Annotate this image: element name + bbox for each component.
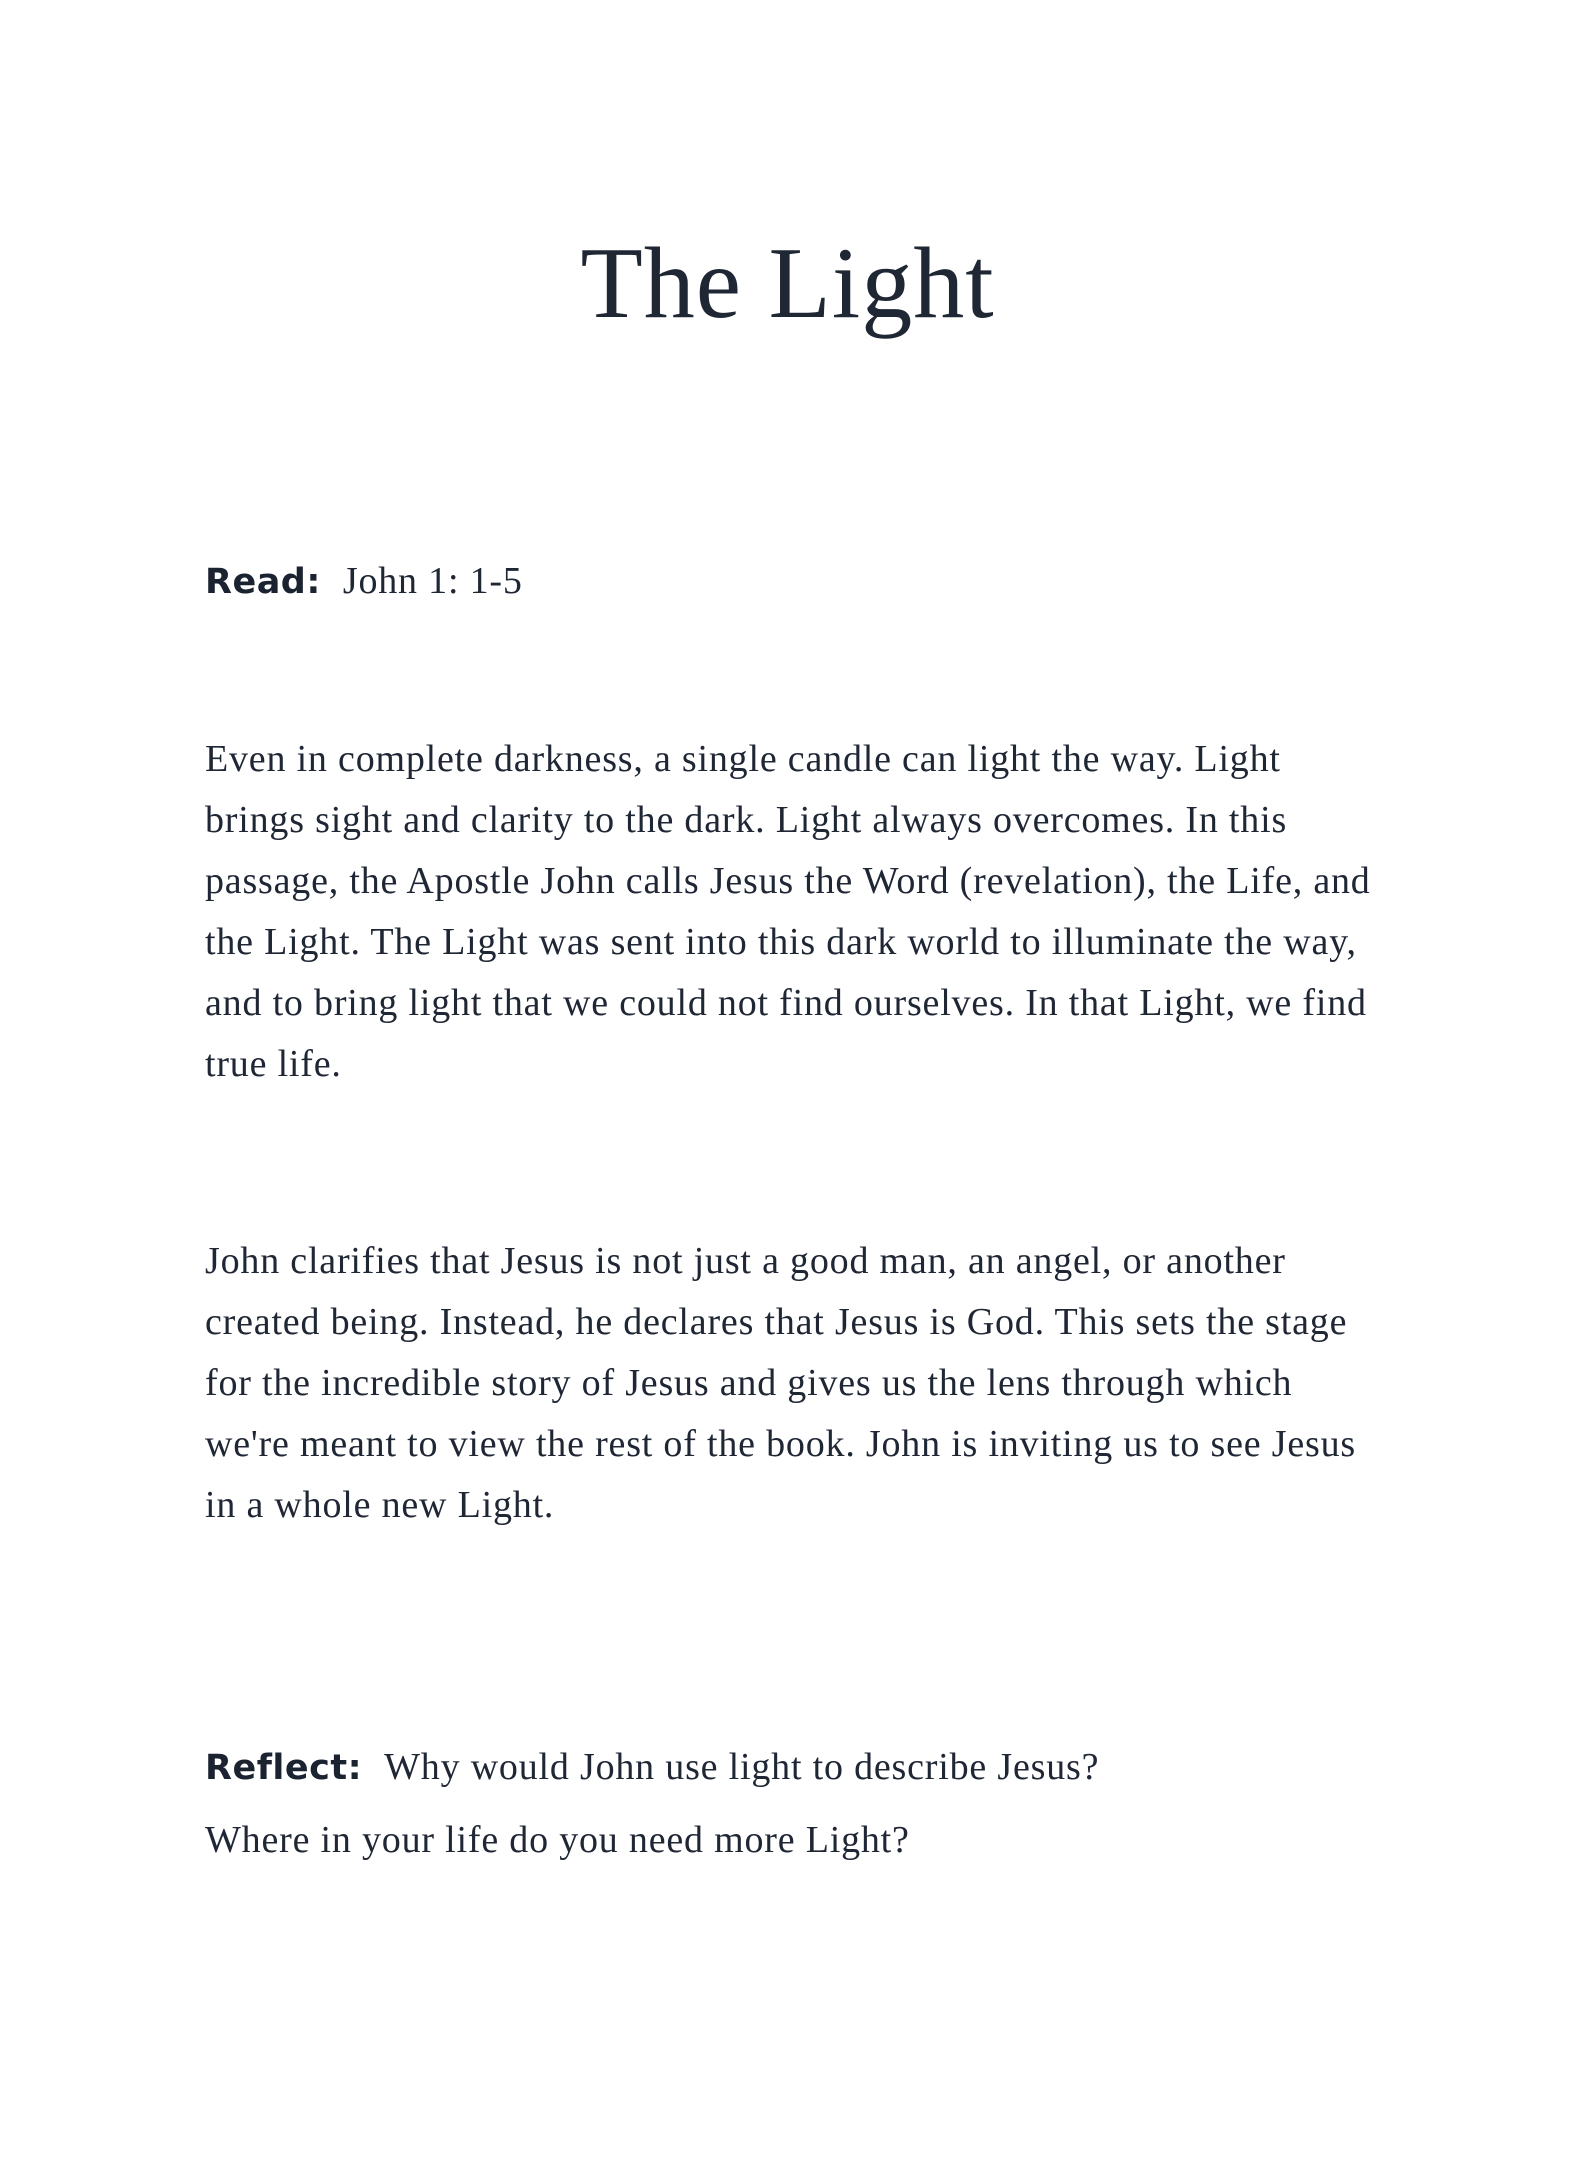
read-label: Read: <box>205 562 321 602</box>
reflect-section <box>205 1737 1435 1871</box>
read-section <box>205 551 1385 613</box>
reflect-question-2: Where in your life do you need more Light? <box>205 1819 910 1861</box>
reflect-label: Reflect: <box>205 1748 363 1788</box>
page-title: The Light <box>580 227 995 340</box>
body-paragraph-2: John clarifies that Jesus is not just a good man, an angel, or another created being. Instead, he declares that Jesus is God. This sets the stage for the incredible story of Jesus and gives us the lens through which we're meant to view the rest of the book. John is inviting us to see Jesus in a whole new Light. <box>205 1240 1356 1526</box>
reflect-question-line <box>205 1737 1435 1799</box>
reflect-question-1: Why would John use light to describe Jesus? <box>384 1746 1100 1788</box>
scripture-reference: John 1: 1-5 <box>342 560 523 602</box>
body-paragraph-1: Even in complete darkness, a single candle can light the way. Light brings sight and clarity to the dark. Light always overcomes. In this passage, the Apostle John calls Jesus the Word (revelation), the Life, and the Light. The Light was sent into this dark world to illuminate the way, and to bring light that we could not find ourselves. In that Light, we find true life. <box>205 738 1371 1085</box>
